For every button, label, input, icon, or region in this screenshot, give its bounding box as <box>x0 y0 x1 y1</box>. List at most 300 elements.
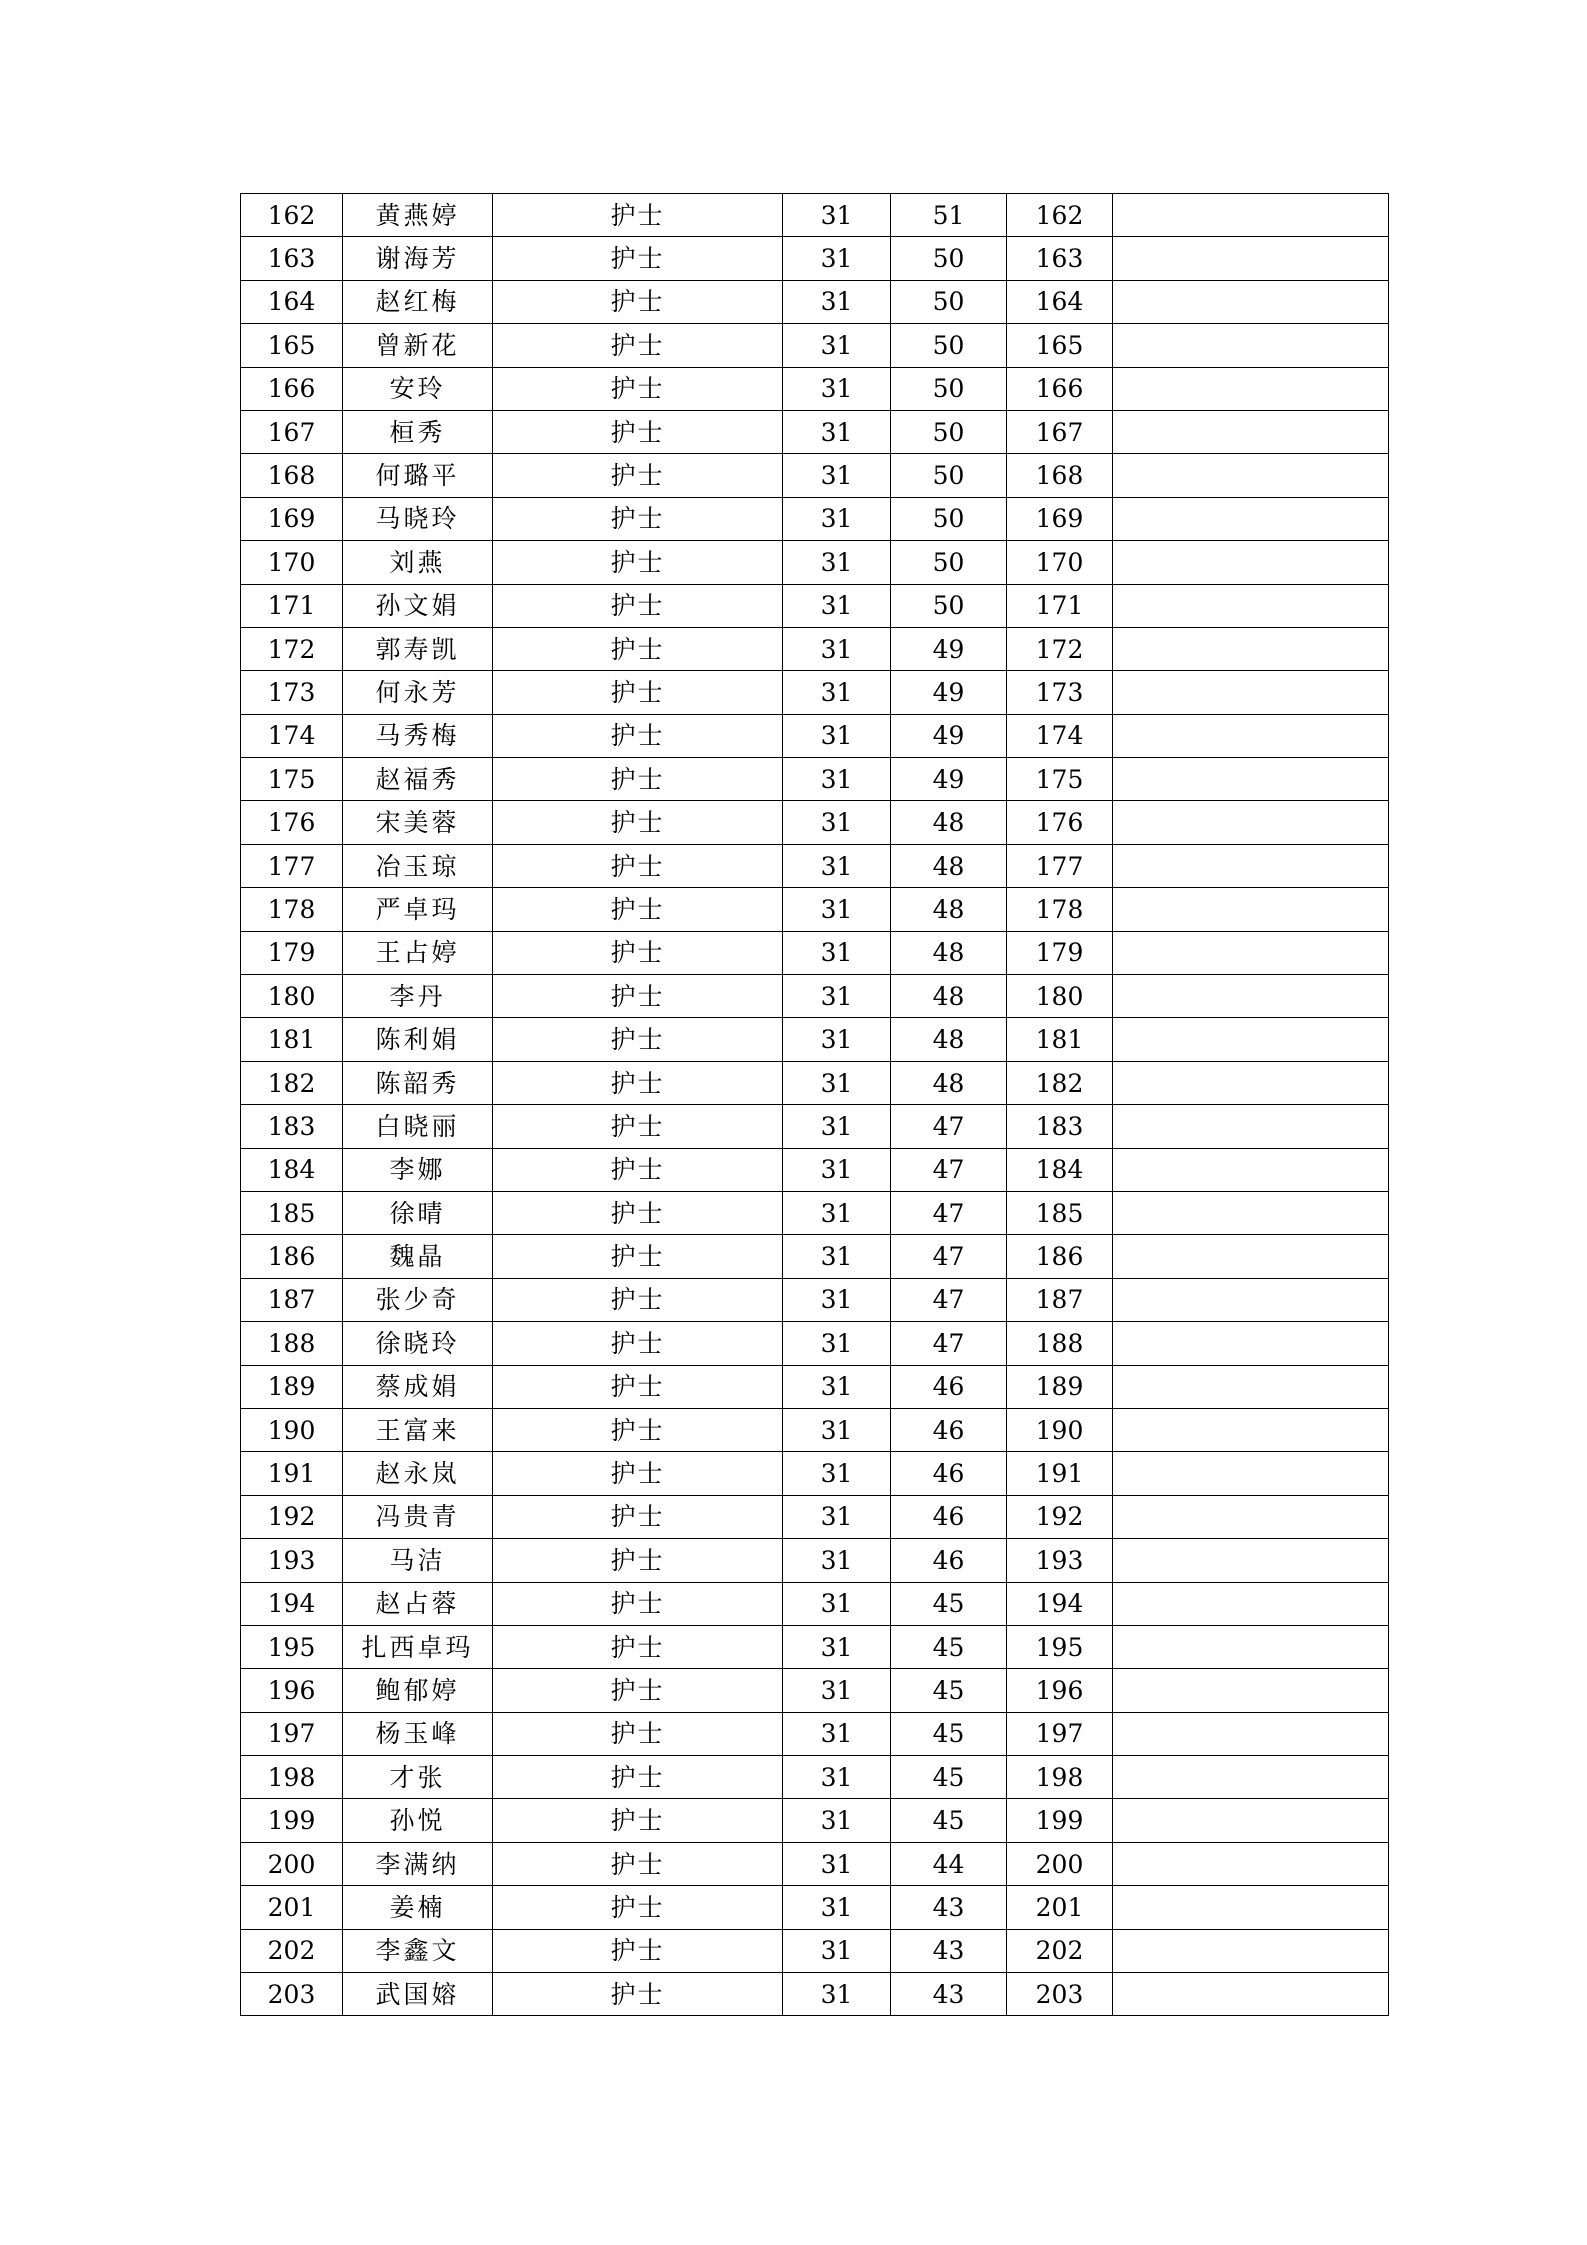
seq-cell: 163 <box>241 237 343 280</box>
note-cell <box>1113 1669 1389 1712</box>
seq-cell: 175 <box>241 758 343 801</box>
seq-cell: 189 <box>241 1365 343 1408</box>
rank-cell: 172 <box>1007 627 1113 670</box>
code-cell: 31 <box>783 627 891 670</box>
rank-cell: 162 <box>1007 194 1113 237</box>
score-cell: 45 <box>891 1799 1007 1842</box>
note-cell <box>1113 410 1389 453</box>
score-cell: 45 <box>891 1712 1007 1755</box>
seq-cell: 185 <box>241 1191 343 1234</box>
name-cell: 谢海芳 <box>343 237 493 280</box>
score-cell: 47 <box>891 1322 1007 1365</box>
position-cell: 护士 <box>493 1799 783 1842</box>
note-cell <box>1113 1322 1389 1365</box>
table-row <box>241 541 1389 584</box>
seq-cell: 164 <box>241 280 343 323</box>
table-row <box>241 1105 1389 1148</box>
code-cell: 31 <box>783 1105 891 1148</box>
score-cell: 45 <box>891 1582 1007 1625</box>
seq-cell: 193 <box>241 1539 343 1582</box>
score-cell: 50 <box>891 237 1007 280</box>
seq-cell: 183 <box>241 1105 343 1148</box>
code-cell: 31 <box>783 367 891 410</box>
name-cell: 赵红梅 <box>343 280 493 323</box>
position-cell: 护士 <box>493 1018 783 1061</box>
position-cell: 护士 <box>493 324 783 367</box>
name-cell: 李丹 <box>343 975 493 1018</box>
seq-cell: 184 <box>241 1148 343 1191</box>
name-cell: 张少奇 <box>343 1278 493 1321</box>
note-cell <box>1113 844 1389 887</box>
code-cell: 31 <box>783 1669 891 1712</box>
note-cell <box>1113 714 1389 757</box>
score-cell: 48 <box>891 1018 1007 1061</box>
note-cell <box>1113 1495 1389 1538</box>
position-cell: 护士 <box>493 1148 783 1191</box>
position-cell: 护士 <box>493 844 783 887</box>
code-cell: 31 <box>783 801 891 844</box>
table-row <box>241 1018 1389 1061</box>
table-row <box>241 497 1389 540</box>
position-cell: 护士 <box>493 714 783 757</box>
position-cell: 护士 <box>493 1756 783 1799</box>
rank-cell: 191 <box>1007 1452 1113 1495</box>
position-cell: 护士 <box>493 237 783 280</box>
seq-cell: 170 <box>241 541 343 584</box>
note-cell <box>1113 1191 1389 1234</box>
score-cell: 45 <box>891 1625 1007 1668</box>
score-cell: 48 <box>891 975 1007 1018</box>
name-cell: 杨玉峰 <box>343 1712 493 1755</box>
note-cell <box>1113 888 1389 931</box>
rank-cell: 202 <box>1007 1929 1113 1972</box>
score-cell: 48 <box>891 844 1007 887</box>
table-row <box>241 714 1389 757</box>
score-cell: 49 <box>891 714 1007 757</box>
rank-cell: 167 <box>1007 410 1113 453</box>
table-row <box>241 1235 1389 1278</box>
seq-cell: 200 <box>241 1842 343 1885</box>
code-cell: 31 <box>783 237 891 280</box>
code-cell: 31 <box>783 410 891 453</box>
code-cell: 31 <box>783 497 891 540</box>
seq-cell: 201 <box>241 1886 343 1929</box>
seq-cell: 182 <box>241 1061 343 1104</box>
position-cell: 护士 <box>493 367 783 410</box>
code-cell: 31 <box>783 280 891 323</box>
score-cell: 50 <box>891 280 1007 323</box>
table-row <box>241 454 1389 497</box>
name-cell: 李娜 <box>343 1148 493 1191</box>
score-cell: 49 <box>891 758 1007 801</box>
score-cell: 46 <box>891 1539 1007 1582</box>
score-cell: 50 <box>891 497 1007 540</box>
name-cell: 郭寿凯 <box>343 627 493 670</box>
code-cell: 31 <box>783 758 891 801</box>
rank-cell: 178 <box>1007 888 1113 931</box>
score-cell: 50 <box>891 410 1007 453</box>
rank-cell: 169 <box>1007 497 1113 540</box>
position-cell: 护士 <box>493 497 783 540</box>
table-row <box>241 410 1389 453</box>
note-cell <box>1113 280 1389 323</box>
code-cell: 31 <box>783 1365 891 1408</box>
seq-cell: 177 <box>241 844 343 887</box>
seq-cell: 195 <box>241 1625 343 1668</box>
score-cell: 47 <box>891 1148 1007 1191</box>
code-cell: 31 <box>783 1842 891 1885</box>
score-cell: 50 <box>891 454 1007 497</box>
name-cell: 才张 <box>343 1756 493 1799</box>
note-cell <box>1113 584 1389 627</box>
position-cell: 护士 <box>493 1712 783 1755</box>
position-cell: 护士 <box>493 1408 783 1451</box>
rank-cell: 177 <box>1007 844 1113 887</box>
note-cell <box>1113 1105 1389 1148</box>
note-cell <box>1113 801 1389 844</box>
name-cell: 李满纳 <box>343 1842 493 1885</box>
rank-cell: 189 <box>1007 1365 1113 1408</box>
table-row <box>241 324 1389 367</box>
score-cell: 48 <box>891 888 1007 931</box>
seq-cell: 199 <box>241 1799 343 1842</box>
name-cell: 王占婷 <box>343 931 493 974</box>
rank-cell: 173 <box>1007 671 1113 714</box>
table-row <box>241 801 1389 844</box>
note-cell <box>1113 1408 1389 1451</box>
code-cell: 31 <box>783 1278 891 1321</box>
seq-cell: 169 <box>241 497 343 540</box>
seq-cell: 203 <box>241 1973 343 2016</box>
note-cell <box>1113 1712 1389 1755</box>
rank-cell: 171 <box>1007 584 1113 627</box>
rank-cell: 180 <box>1007 975 1113 1018</box>
rank-cell: 185 <box>1007 1191 1113 1234</box>
seq-cell: 202 <box>241 1929 343 1972</box>
position-cell: 护士 <box>493 758 783 801</box>
seq-cell: 180 <box>241 975 343 1018</box>
seq-cell: 165 <box>241 324 343 367</box>
table-row <box>241 1799 1389 1842</box>
table-row <box>241 1842 1389 1885</box>
note-cell <box>1113 1886 1389 1929</box>
table-row <box>241 194 1389 237</box>
note-cell <box>1113 975 1389 1018</box>
seq-cell: 188 <box>241 1322 343 1365</box>
score-cell: 45 <box>891 1669 1007 1712</box>
position-cell: 护士 <box>493 280 783 323</box>
name-cell: 安玲 <box>343 367 493 410</box>
rank-cell: 196 <box>1007 1669 1113 1712</box>
name-cell: 桓秀 <box>343 410 493 453</box>
score-cell: 48 <box>891 801 1007 844</box>
note-cell <box>1113 1799 1389 1842</box>
rank-cell: 186 <box>1007 1235 1113 1278</box>
seq-cell: 197 <box>241 1712 343 1755</box>
seq-cell: 192 <box>241 1495 343 1538</box>
rank-cell: 197 <box>1007 1712 1113 1755</box>
score-cell: 50 <box>891 541 1007 584</box>
table-row <box>241 584 1389 627</box>
position-cell: 护士 <box>493 454 783 497</box>
code-cell: 31 <box>783 1886 891 1929</box>
name-cell: 魏晶 <box>343 1235 493 1278</box>
note-cell <box>1113 931 1389 974</box>
seq-cell: 191 <box>241 1452 343 1495</box>
position-cell: 护士 <box>493 1929 783 1972</box>
code-cell: 31 <box>783 975 891 1018</box>
seq-cell: 187 <box>241 1278 343 1321</box>
table-row <box>241 888 1389 931</box>
name-cell: 蔡成娟 <box>343 1365 493 1408</box>
score-cell: 48 <box>891 1061 1007 1104</box>
rank-cell: 193 <box>1007 1539 1113 1582</box>
code-cell: 31 <box>783 1495 891 1538</box>
table-row <box>241 1452 1389 1495</box>
seq-cell: 190 <box>241 1408 343 1451</box>
note-cell <box>1113 367 1389 410</box>
code-cell: 31 <box>783 888 891 931</box>
name-cell: 曾新花 <box>343 324 493 367</box>
name-cell: 徐晓玲 <box>343 1322 493 1365</box>
table-row <box>241 671 1389 714</box>
note-cell <box>1113 1842 1389 1885</box>
rank-cell: 203 <box>1007 1973 1113 2016</box>
note-cell <box>1113 1018 1389 1061</box>
name-cell: 宋美蓉 <box>343 801 493 844</box>
table-row <box>241 280 1389 323</box>
position-cell: 护士 <box>493 1452 783 1495</box>
table-row <box>241 931 1389 974</box>
name-cell: 孙悦 <box>343 1799 493 1842</box>
position-cell: 护士 <box>493 1278 783 1321</box>
seq-cell: 166 <box>241 367 343 410</box>
score-cell: 44 <box>891 1842 1007 1885</box>
position-cell: 护士 <box>493 1105 783 1148</box>
code-cell: 31 <box>783 714 891 757</box>
rank-cell: 170 <box>1007 541 1113 584</box>
rank-cell: 187 <box>1007 1278 1113 1321</box>
position-cell: 护士 <box>493 671 783 714</box>
note-cell <box>1113 1235 1389 1278</box>
position-cell: 护士 <box>493 931 783 974</box>
note-cell <box>1113 758 1389 801</box>
position-cell: 护士 <box>493 584 783 627</box>
code-cell: 31 <box>783 1582 891 1625</box>
note-cell <box>1113 671 1389 714</box>
position-cell: 护士 <box>493 975 783 1018</box>
note-cell <box>1113 1973 1389 2016</box>
rank-cell: 201 <box>1007 1886 1113 1929</box>
table-row <box>241 975 1389 1018</box>
table-row <box>241 1625 1389 1668</box>
note-cell <box>1113 1756 1389 1799</box>
table-row <box>241 237 1389 280</box>
code-cell: 31 <box>783 1061 891 1104</box>
note-cell <box>1113 1539 1389 1582</box>
position-cell: 护士 <box>493 1061 783 1104</box>
note-cell <box>1113 627 1389 670</box>
rank-cell: 179 <box>1007 931 1113 974</box>
rank-cell: 166 <box>1007 367 1113 410</box>
code-cell: 31 <box>783 1712 891 1755</box>
name-cell: 王富来 <box>343 1408 493 1451</box>
position-cell: 护士 <box>493 1191 783 1234</box>
rank-cell: 181 <box>1007 1018 1113 1061</box>
note-cell <box>1113 1582 1389 1625</box>
position-cell: 护士 <box>493 1235 783 1278</box>
position-cell: 护士 <box>493 194 783 237</box>
note-cell <box>1113 497 1389 540</box>
seq-cell: 167 <box>241 410 343 453</box>
rank-cell: 164 <box>1007 280 1113 323</box>
table-row <box>241 1495 1389 1538</box>
note-cell <box>1113 1061 1389 1104</box>
rank-cell: 174 <box>1007 714 1113 757</box>
name-cell: 何永芳 <box>343 671 493 714</box>
name-cell: 武国嫆 <box>343 1973 493 2016</box>
code-cell: 31 <box>783 1539 891 1582</box>
rank-cell: 163 <box>1007 237 1113 280</box>
score-cell: 43 <box>891 1929 1007 1972</box>
table-row <box>241 1061 1389 1104</box>
name-cell: 赵占蓉 <box>343 1582 493 1625</box>
rank-cell: 183 <box>1007 1105 1113 1148</box>
table-row <box>241 1712 1389 1755</box>
score-cell: 49 <box>891 627 1007 670</box>
position-cell: 护士 <box>493 1973 783 2016</box>
seq-cell: 198 <box>241 1756 343 1799</box>
position-cell: 护士 <box>493 1582 783 1625</box>
position-cell: 护士 <box>493 1842 783 1885</box>
results-table <box>240 193 1389 2016</box>
seq-cell: 174 <box>241 714 343 757</box>
position-cell: 护士 <box>493 801 783 844</box>
seq-cell: 171 <box>241 584 343 627</box>
position-cell: 护士 <box>493 1495 783 1538</box>
rank-cell: 190 <box>1007 1408 1113 1451</box>
name-cell: 陈利娟 <box>343 1018 493 1061</box>
name-cell: 赵福秀 <box>343 758 493 801</box>
code-cell: 31 <box>783 1148 891 1191</box>
table-row <box>241 1539 1389 1582</box>
rank-cell: 200 <box>1007 1842 1113 1885</box>
position-cell: 护士 <box>493 1886 783 1929</box>
name-cell: 何璐平 <box>343 454 493 497</box>
table-row <box>241 1756 1389 1799</box>
code-cell: 31 <box>783 1625 891 1668</box>
rank-cell: 184 <box>1007 1148 1113 1191</box>
name-cell: 徐晴 <box>343 1191 493 1234</box>
code-cell: 31 <box>783 1799 891 1842</box>
score-cell: 48 <box>891 931 1007 974</box>
code-cell: 31 <box>783 1018 891 1061</box>
code-cell: 31 <box>783 1973 891 2016</box>
table-row <box>241 1582 1389 1625</box>
rank-cell: 198 <box>1007 1756 1113 1799</box>
seq-cell: 172 <box>241 627 343 670</box>
note-cell <box>1113 1929 1389 1972</box>
name-cell: 黄燕婷 <box>343 194 493 237</box>
position-cell: 护士 <box>493 627 783 670</box>
note-cell <box>1113 194 1389 237</box>
code-cell: 31 <box>783 194 891 237</box>
score-cell: 51 <box>891 194 1007 237</box>
table-body <box>241 194 1389 2016</box>
score-cell: 50 <box>891 324 1007 367</box>
seq-cell: 196 <box>241 1669 343 1712</box>
note-cell <box>1113 237 1389 280</box>
note-cell <box>1113 541 1389 584</box>
name-cell: 马晓玲 <box>343 497 493 540</box>
table-row <box>241 1148 1389 1191</box>
table-row <box>241 1929 1389 1972</box>
score-cell: 47 <box>891 1105 1007 1148</box>
score-cell: 46 <box>891 1408 1007 1451</box>
table-row <box>241 1669 1389 1712</box>
table-row <box>241 1886 1389 1929</box>
seq-cell: 168 <box>241 454 343 497</box>
name-cell: 陈韶秀 <box>343 1061 493 1104</box>
score-cell: 43 <box>891 1973 1007 2016</box>
table-row <box>241 844 1389 887</box>
score-cell: 47 <box>891 1191 1007 1234</box>
position-cell: 护士 <box>493 1625 783 1668</box>
rank-cell: 182 <box>1007 1061 1113 1104</box>
note-cell <box>1113 324 1389 367</box>
note-cell <box>1113 1625 1389 1668</box>
seq-cell: 194 <box>241 1582 343 1625</box>
table-row <box>241 627 1389 670</box>
code-cell: 31 <box>783 584 891 627</box>
table-row <box>241 1365 1389 1408</box>
table-row <box>241 1278 1389 1321</box>
code-cell: 31 <box>783 844 891 887</box>
code-cell: 31 <box>783 324 891 367</box>
name-cell: 赵永岚 <box>343 1452 493 1495</box>
table-row <box>241 1191 1389 1234</box>
seq-cell: 162 <box>241 194 343 237</box>
table-row <box>241 758 1389 801</box>
position-cell: 护士 <box>493 888 783 931</box>
name-cell: 孙文娟 <box>343 584 493 627</box>
table-row <box>241 1973 1389 2016</box>
score-cell: 49 <box>891 671 1007 714</box>
position-cell: 护士 <box>493 1539 783 1582</box>
table-row <box>241 1322 1389 1365</box>
rank-cell: 175 <box>1007 758 1113 801</box>
rank-cell: 176 <box>1007 801 1113 844</box>
code-cell: 31 <box>783 454 891 497</box>
code-cell: 31 <box>783 541 891 584</box>
code-cell: 31 <box>783 1191 891 1234</box>
code-cell: 31 <box>783 671 891 714</box>
code-cell: 31 <box>783 1408 891 1451</box>
name-cell: 冯贵青 <box>343 1495 493 1538</box>
name-cell: 姜楠 <box>343 1886 493 1929</box>
score-cell: 43 <box>891 1886 1007 1929</box>
name-cell: 严卓玛 <box>343 888 493 931</box>
score-cell: 46 <box>891 1365 1007 1408</box>
position-cell: 护士 <box>493 1365 783 1408</box>
score-cell: 46 <box>891 1452 1007 1495</box>
score-cell: 50 <box>891 584 1007 627</box>
seq-cell: 181 <box>241 1018 343 1061</box>
name-cell: 刘燕 <box>343 541 493 584</box>
code-cell: 31 <box>783 1756 891 1799</box>
score-cell: 47 <box>891 1278 1007 1321</box>
note-cell <box>1113 1452 1389 1495</box>
